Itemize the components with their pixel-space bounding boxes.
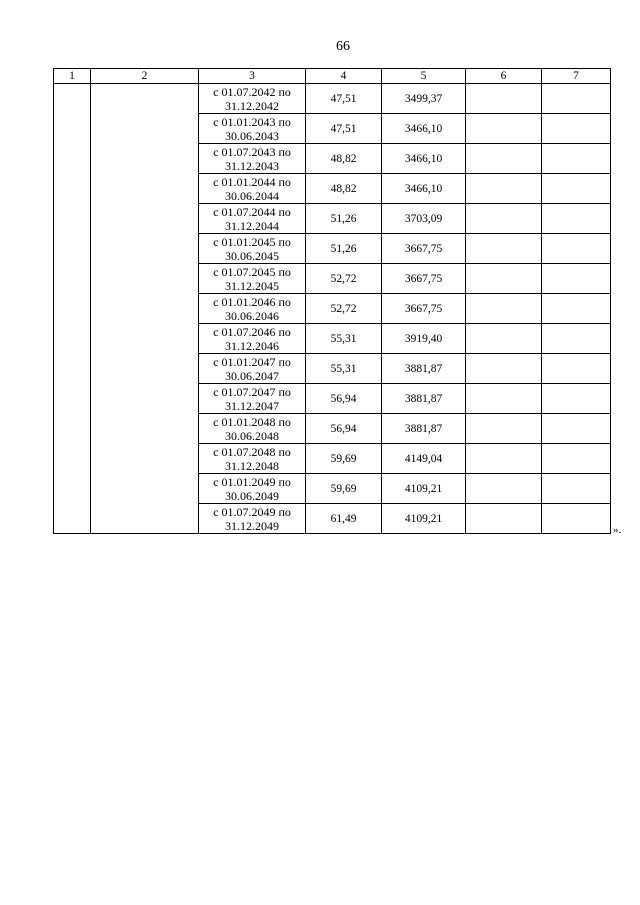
cell-col5: 3919,40	[382, 324, 466, 354]
cell-col5: 4109,21	[382, 504, 466, 534]
cell-col5: 3881,87	[382, 414, 466, 444]
cell-col4: 51,26	[306, 234, 382, 264]
period-to: 31.12.2046	[225, 338, 279, 353]
period-to: 31.12.2045	[225, 278, 279, 293]
cell-col4: 48,82	[306, 174, 382, 204]
period-from: с 01.07.2043 по	[213, 144, 291, 159]
cell-col6	[466, 294, 542, 324]
cell-col7	[542, 294, 611, 324]
cell-col6	[466, 264, 542, 294]
period-from: с 01.01.2044 по	[213, 174, 291, 189]
cell-col5: 3499,37	[382, 84, 466, 114]
header-col-4: 4	[306, 69, 382, 84]
period-to: 31.12.2042	[225, 98, 279, 113]
period-cell	[199, 354, 306, 384]
period-to: 31.12.2049	[225, 518, 279, 533]
period-to: 30.06.2049	[225, 488, 279, 503]
header-col-1: 1	[54, 69, 91, 84]
cell-col4: 52,72	[306, 294, 382, 324]
period-from: с 01.01.2048 по	[213, 414, 291, 429]
period-from: с 01.07.2046 по	[213, 324, 291, 339]
period-cell	[199, 384, 306, 414]
period-cell	[199, 264, 306, 294]
cell-col7	[542, 204, 611, 234]
period-to: 30.06.2045	[225, 248, 279, 263]
period-from: с 01.07.2044 по	[213, 204, 291, 219]
cell-col7	[542, 444, 611, 474]
cell-col7	[542, 234, 611, 264]
cell-col7	[542, 114, 611, 144]
cell-col6	[466, 504, 542, 534]
period-cell	[199, 174, 306, 204]
header-col-2: 2	[91, 69, 199, 84]
cell-col5: 3881,87	[382, 354, 466, 384]
period-from: с 01.01.2046 по	[213, 294, 291, 309]
cell-col7	[542, 264, 611, 294]
period-from: с 01.01.2045 по	[213, 234, 291, 249]
cell-col6	[466, 474, 542, 504]
cell-col5: 3667,75	[382, 264, 466, 294]
cell-col4: 47,51	[306, 84, 382, 114]
period-to: 31.12.2047	[225, 398, 279, 413]
cell-col4: 55,31	[306, 354, 382, 384]
tariff-table	[53, 68, 611, 534]
period-cell	[199, 204, 306, 234]
header-col-6: 6	[466, 69, 542, 84]
period-from: с 01.01.2049 по	[213, 474, 291, 489]
period-cell	[199, 504, 306, 534]
page-number: 66	[336, 39, 350, 54]
cell-col6	[466, 384, 542, 414]
period-from: с 01.07.2049 по	[213, 504, 291, 519]
period-to: 30.06.2046	[225, 308, 279, 323]
cell-col6	[466, 234, 542, 264]
cell-col6	[466, 324, 542, 354]
cell-col7	[542, 84, 611, 114]
period-from: с 01.07.2047 по	[213, 384, 291, 399]
cell-col7	[542, 474, 611, 504]
period-from: с 01.07.2048 по	[213, 444, 291, 459]
period-cell	[199, 84, 306, 114]
period-to: 31.12.2043	[225, 158, 279, 173]
cell-col4: 55,31	[306, 324, 382, 354]
period-to: 31.12.2048	[225, 458, 279, 473]
cell-col5: 3703,09	[382, 204, 466, 234]
period-cell	[199, 294, 306, 324]
cell-col6	[466, 174, 542, 204]
cell-col7	[542, 504, 611, 534]
period-to: 30.06.2043	[225, 128, 279, 143]
period-cell	[199, 474, 306, 504]
cell-col5: 3466,10	[382, 114, 466, 144]
cell-col4: 56,94	[306, 384, 382, 414]
header-col-5: 5	[382, 69, 466, 84]
cell-col5: 3466,10	[382, 174, 466, 204]
period-to: 30.06.2047	[225, 368, 279, 383]
period-from: с 01.01.2047 по	[213, 354, 291, 369]
cell-col6	[466, 114, 542, 144]
period-from: с 01.01.2043 по	[213, 114, 291, 129]
cell-col7	[542, 174, 611, 204]
period-cell	[199, 144, 306, 174]
period-cell	[199, 324, 306, 354]
cell-col5: 3667,75	[382, 294, 466, 324]
cell-col6	[466, 84, 542, 114]
period-cell	[199, 234, 306, 264]
period-to: 31.12.2044	[225, 218, 279, 233]
cell-col5: 3466,10	[382, 144, 466, 174]
period-to: 30.06.2048	[225, 428, 279, 443]
header-col-7: 7	[542, 69, 611, 84]
cell-col6	[466, 354, 542, 384]
cell-col6	[466, 204, 542, 234]
cell-col5: 4109,21	[382, 474, 466, 504]
cell-col5: 3667,75	[382, 234, 466, 264]
period-from: с 01.07.2042 по	[213, 84, 291, 99]
cell-col4: 48,82	[306, 144, 382, 174]
cell-col6	[466, 414, 542, 444]
cell-col7	[542, 384, 611, 414]
cell-col4: 59,69	[306, 444, 382, 474]
merged-cell-col-1	[54, 84, 91, 534]
table-row	[54, 84, 611, 114]
cell-col5: 3881,87	[382, 384, 466, 414]
period-cell	[199, 444, 306, 474]
cell-col4: 47,51	[306, 114, 382, 144]
cell-col7	[542, 144, 611, 174]
cell-col7	[542, 414, 611, 444]
header-row	[54, 69, 611, 84]
cell-col7	[542, 324, 611, 354]
period-to: 30.06.2044	[225, 188, 279, 203]
table-body	[54, 84, 611, 534]
merged-cell-col-2	[91, 84, 199, 534]
period-from: с 01.07.2045 по	[213, 264, 291, 279]
period-cell	[199, 114, 306, 144]
cell-col6	[466, 444, 542, 474]
cell-col4: 61,49	[306, 504, 382, 534]
closing-quote-mark: ».	[613, 524, 622, 536]
cell-col4: 51,26	[306, 204, 382, 234]
cell-col4: 59,69	[306, 474, 382, 504]
cell-col4: 56,94	[306, 414, 382, 444]
cell-col6	[466, 144, 542, 174]
header-col-3: 3	[199, 69, 306, 84]
cell-col7	[542, 354, 611, 384]
period-cell	[199, 414, 306, 444]
cell-col5: 4149,04	[382, 444, 466, 474]
cell-col4: 52,72	[306, 264, 382, 294]
